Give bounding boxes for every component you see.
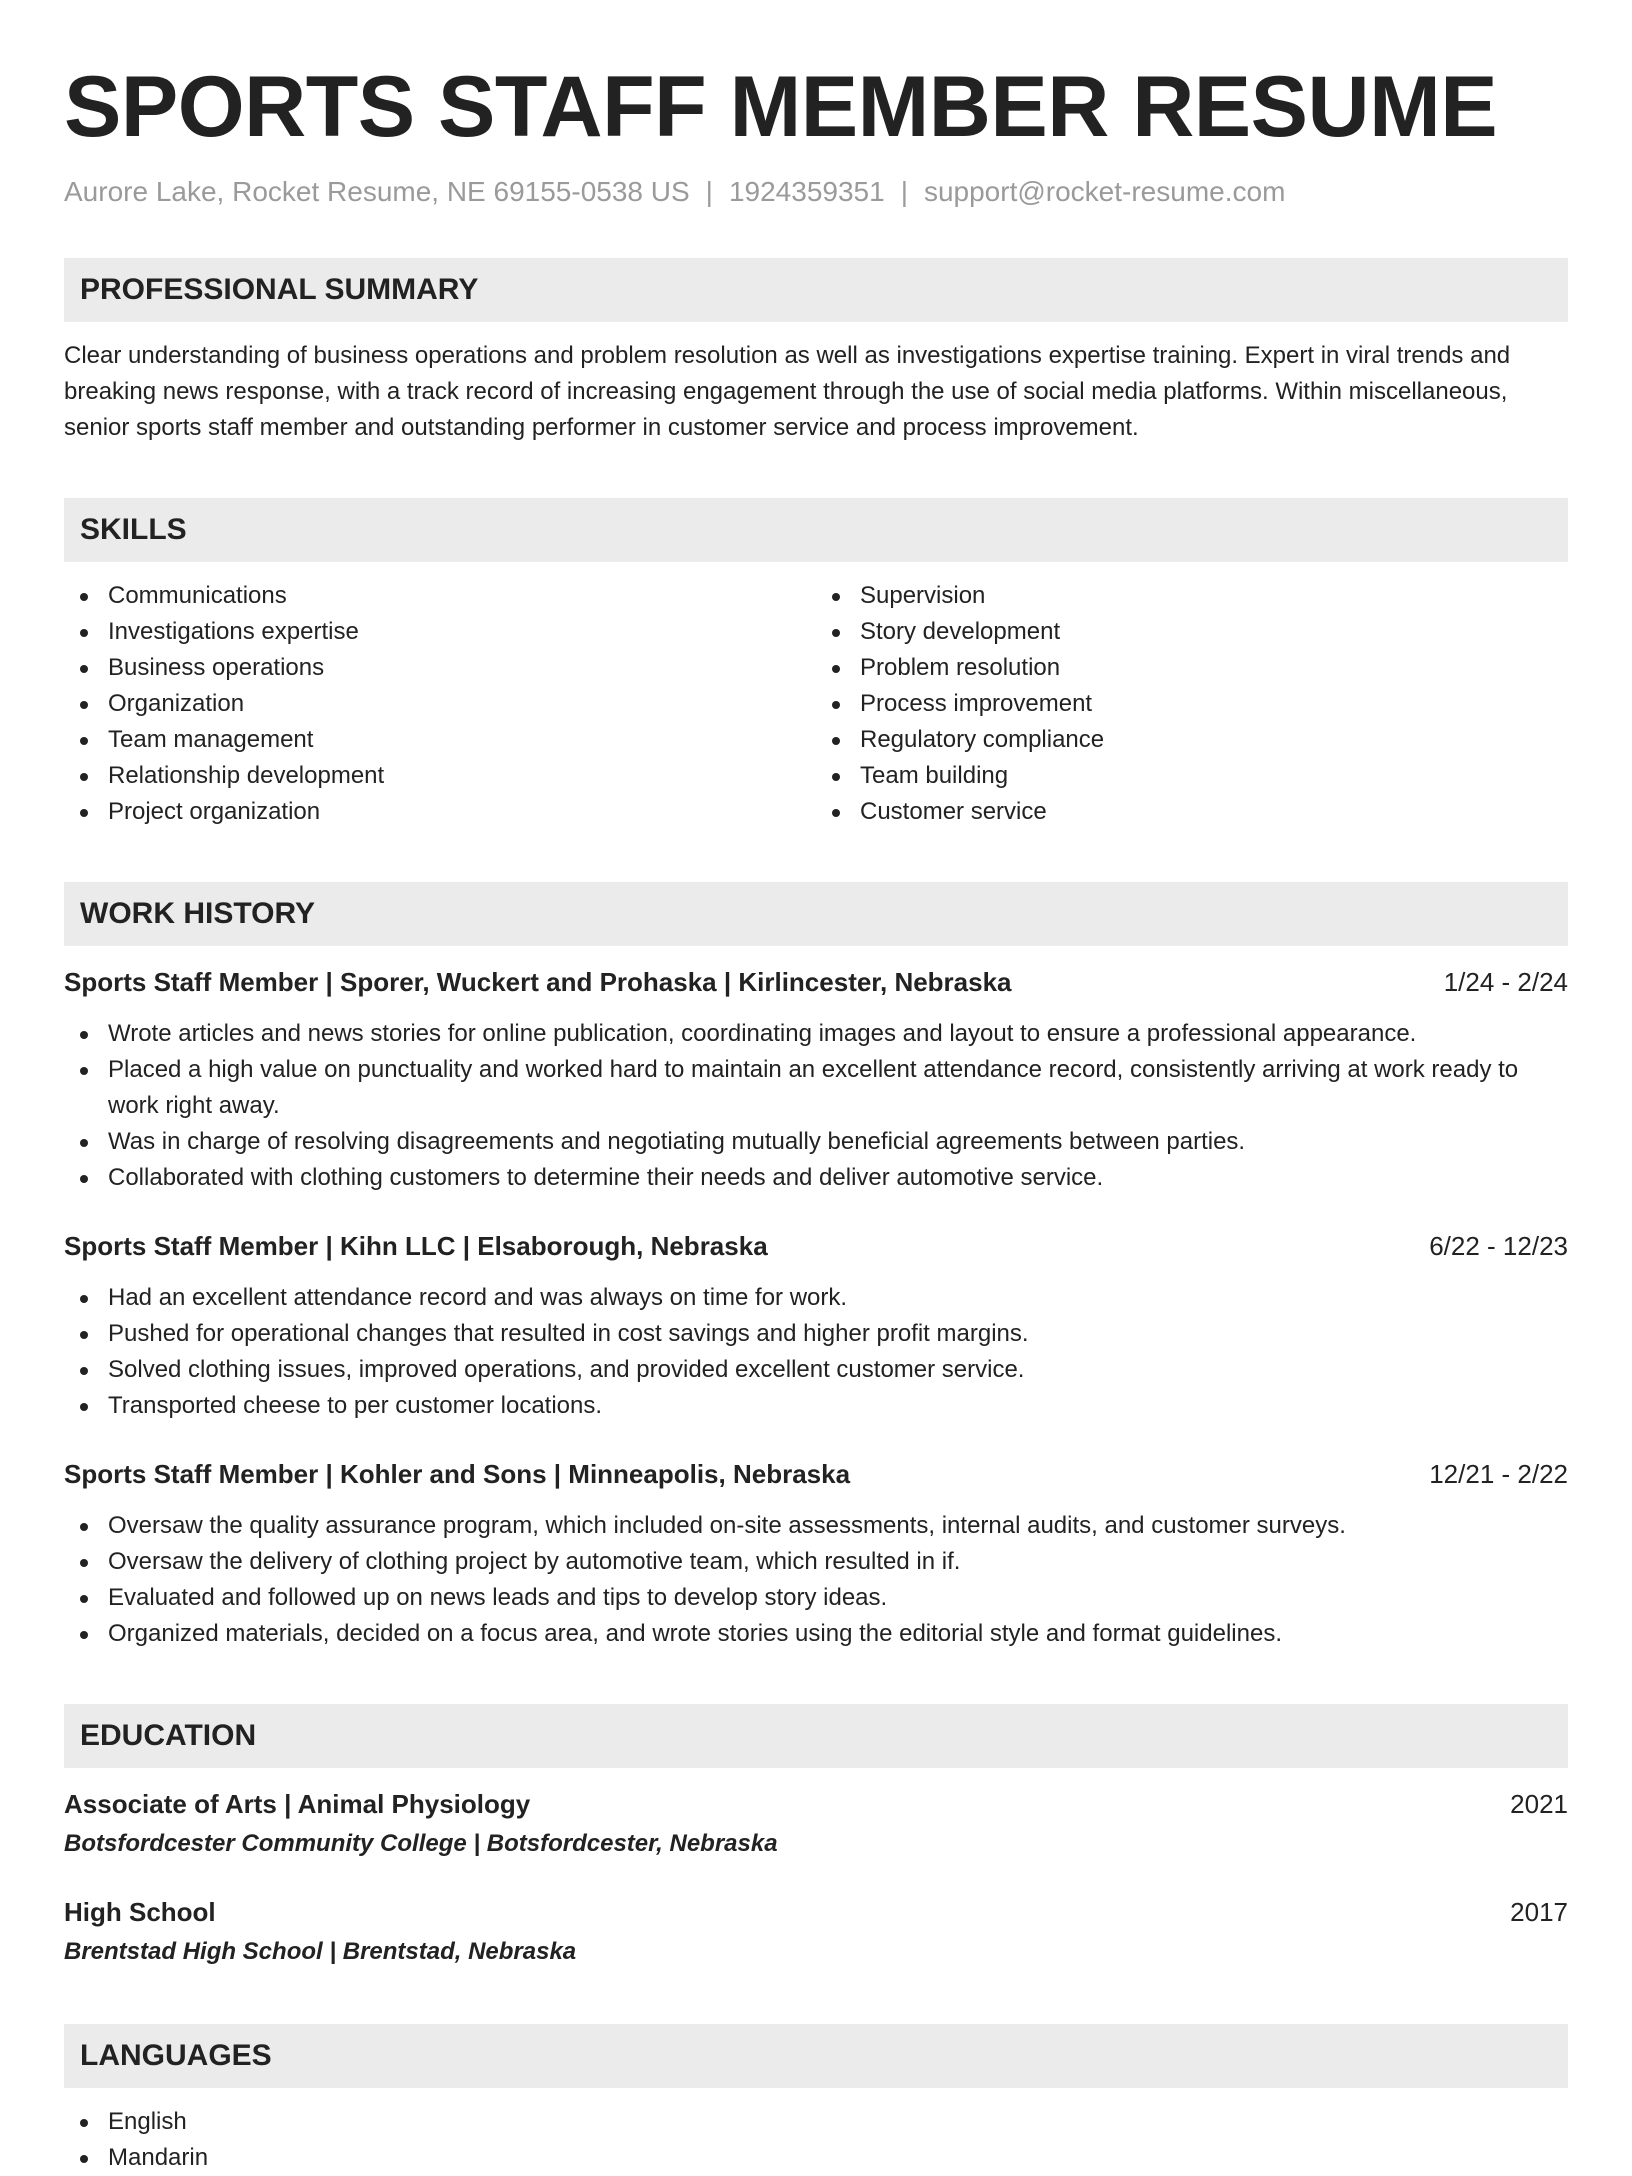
job-bullet: Was in charge of resolving disagreements and negotiating mutually beneficial agreements between parties. — [64, 1124, 1568, 1160]
contact-address: Aurore Lake, Rocket Resume, NE 69155-0538 US — [64, 176, 690, 208]
job-bullet: Collaborated with clothing customers to determine their needs and deliver automotive service. — [64, 1160, 1568, 1196]
job-bullet: Transported cheese to per customer locations. — [64, 1388, 1568, 1424]
education-year: 2017 — [1510, 1897, 1568, 1928]
skills-list — [64, 578, 1568, 830]
education-header — [64, 1784, 1568, 1824]
job-bullet: Placed a high value on punctuality and worked hard to maintain an excellent attendance record, consistently arriving at work ready to work right away. — [64, 1052, 1568, 1124]
skill-item: Team building — [816, 758, 1568, 794]
section-heading-summary: PROFESSIONAL SUMMARY — [64, 258, 1568, 322]
education-degree: High School — [64, 1897, 216, 1928]
skill-item: Business operations — [64, 650, 816, 686]
skill-item: Organization — [64, 686, 816, 722]
skill-item: Investigations expertise — [64, 614, 816, 650]
language-item: English — [64, 2104, 1568, 2140]
skill-item: Regulatory compliance — [816, 722, 1568, 758]
job-bullet: Organized materials, decided on a focus area, and wrote stories using the editorial style and format guidelines. — [64, 1616, 1568, 1652]
job-bullet: Oversaw the delivery of clothing project by automotive team, which resulted in if. — [64, 1544, 1568, 1580]
job-dates: 1/24 - 2/24 — [1443, 967, 1568, 998]
education-degree: Associate of Arts | Animal Physiology — [64, 1789, 531, 1820]
contact-line — [64, 176, 1568, 208]
job-dates: 12/21 - 2/22 — [1429, 1459, 1568, 1490]
education-school: Botsfordcester Community College | Botsfordcester, Nebraska — [64, 1830, 778, 1858]
skill-item: Process improvement — [816, 686, 1568, 722]
education-entry — [64, 1892, 1568, 1972]
contact-phone: 1924359351 — [728, 176, 885, 208]
job-bullet: Solved clothing issues, improved operations, and provided excellent customer service. — [64, 1352, 1568, 1388]
skill-item: Supervision — [816, 578, 1568, 614]
job-dates: 6/22 - 12/23 — [1429, 1231, 1568, 1262]
resume-title: SPORTS STAFF MEMBER RESUME — [64, 59, 1498, 155]
skill-item: Story development — [816, 614, 1568, 650]
job-title: Sports Staff Member | Sporer, Wuckert and Prohaska | Kirlincester, Nebraska — [64, 967, 1012, 998]
language-item: Mandarin — [64, 2140, 1568, 2176]
summary-text: Clear understanding of business operations and problem resolution as well as investigations expertise training. Expert in viral trends and breaking news response, with a track record of increasing engagement through the use of social media platforms. Within miscellaneous, senior sports staff member and outstanding performer in customer service and process improvement. — [64, 342, 1511, 442]
skills-column-right — [816, 578, 1568, 830]
education-year: 2021 — [1510, 1789, 1568, 1820]
skill-item: Relationship development — [64, 758, 816, 794]
section-heading-skills: SKILLS — [64, 498, 1568, 562]
section-heading-languages: LANGUAGES — [64, 2024, 1568, 2088]
education-entry — [64, 1784, 1568, 1864]
job-header — [64, 1454, 1568, 1494]
job-bullet: Oversaw the quality assurance program, which included on-site assessments, internal audits, and customer surveys. — [64, 1508, 1568, 1544]
job-bullet: Had an excellent attendance record and was always on time for work. — [64, 1280, 1568, 1316]
job-bullets — [64, 1016, 1568, 1196]
contact-email[interactable]: support@rocket-resume.com — [923, 176, 1286, 208]
education-header — [64, 1892, 1568, 1932]
job-bullets — [64, 1280, 1568, 1424]
job-title: Sports Staff Member | Kihn LLC | Elsaborough, Nebraska — [64, 1231, 768, 1262]
job-bullets — [64, 1508, 1568, 1652]
job-entry — [64, 962, 1568, 1196]
job-entry — [64, 1454, 1568, 1652]
job-bullet: Evaluated and followed up on news leads and tips to develop story ideas. — [64, 1580, 1568, 1616]
skill-item: Communications — [64, 578, 816, 614]
job-bullet: Pushed for operational changes that resulted in cost savings and higher profit margins. — [64, 1316, 1568, 1352]
education-school: Brentstad High School | Brentstad, Nebraska — [64, 1938, 577, 1966]
skill-item: Team management — [64, 722, 816, 758]
contact-separator: | — [900, 176, 908, 208]
job-header — [64, 962, 1568, 1002]
skill-item: Customer service — [816, 794, 1568, 830]
contact-separator: | — [705, 176, 713, 208]
skill-item: Problem resolution — [816, 650, 1568, 686]
languages-list — [64, 2104, 1568, 2176]
section-heading-education: EDUCATION — [64, 1704, 1568, 1768]
job-bullet: Wrote articles and news stories for online publication, coordinating images and layout to ensure a professional appearance. — [64, 1016, 1568, 1052]
skills-column-left — [64, 578, 816, 830]
skill-item: Project organization — [64, 794, 816, 830]
job-header — [64, 1226, 1568, 1266]
job-title: Sports Staff Member | Kohler and Sons | Minneapolis, Nebraska — [64, 1459, 851, 1490]
job-entry — [64, 1226, 1568, 1424]
section-heading-work-history: WORK HISTORY — [64, 882, 1568, 946]
